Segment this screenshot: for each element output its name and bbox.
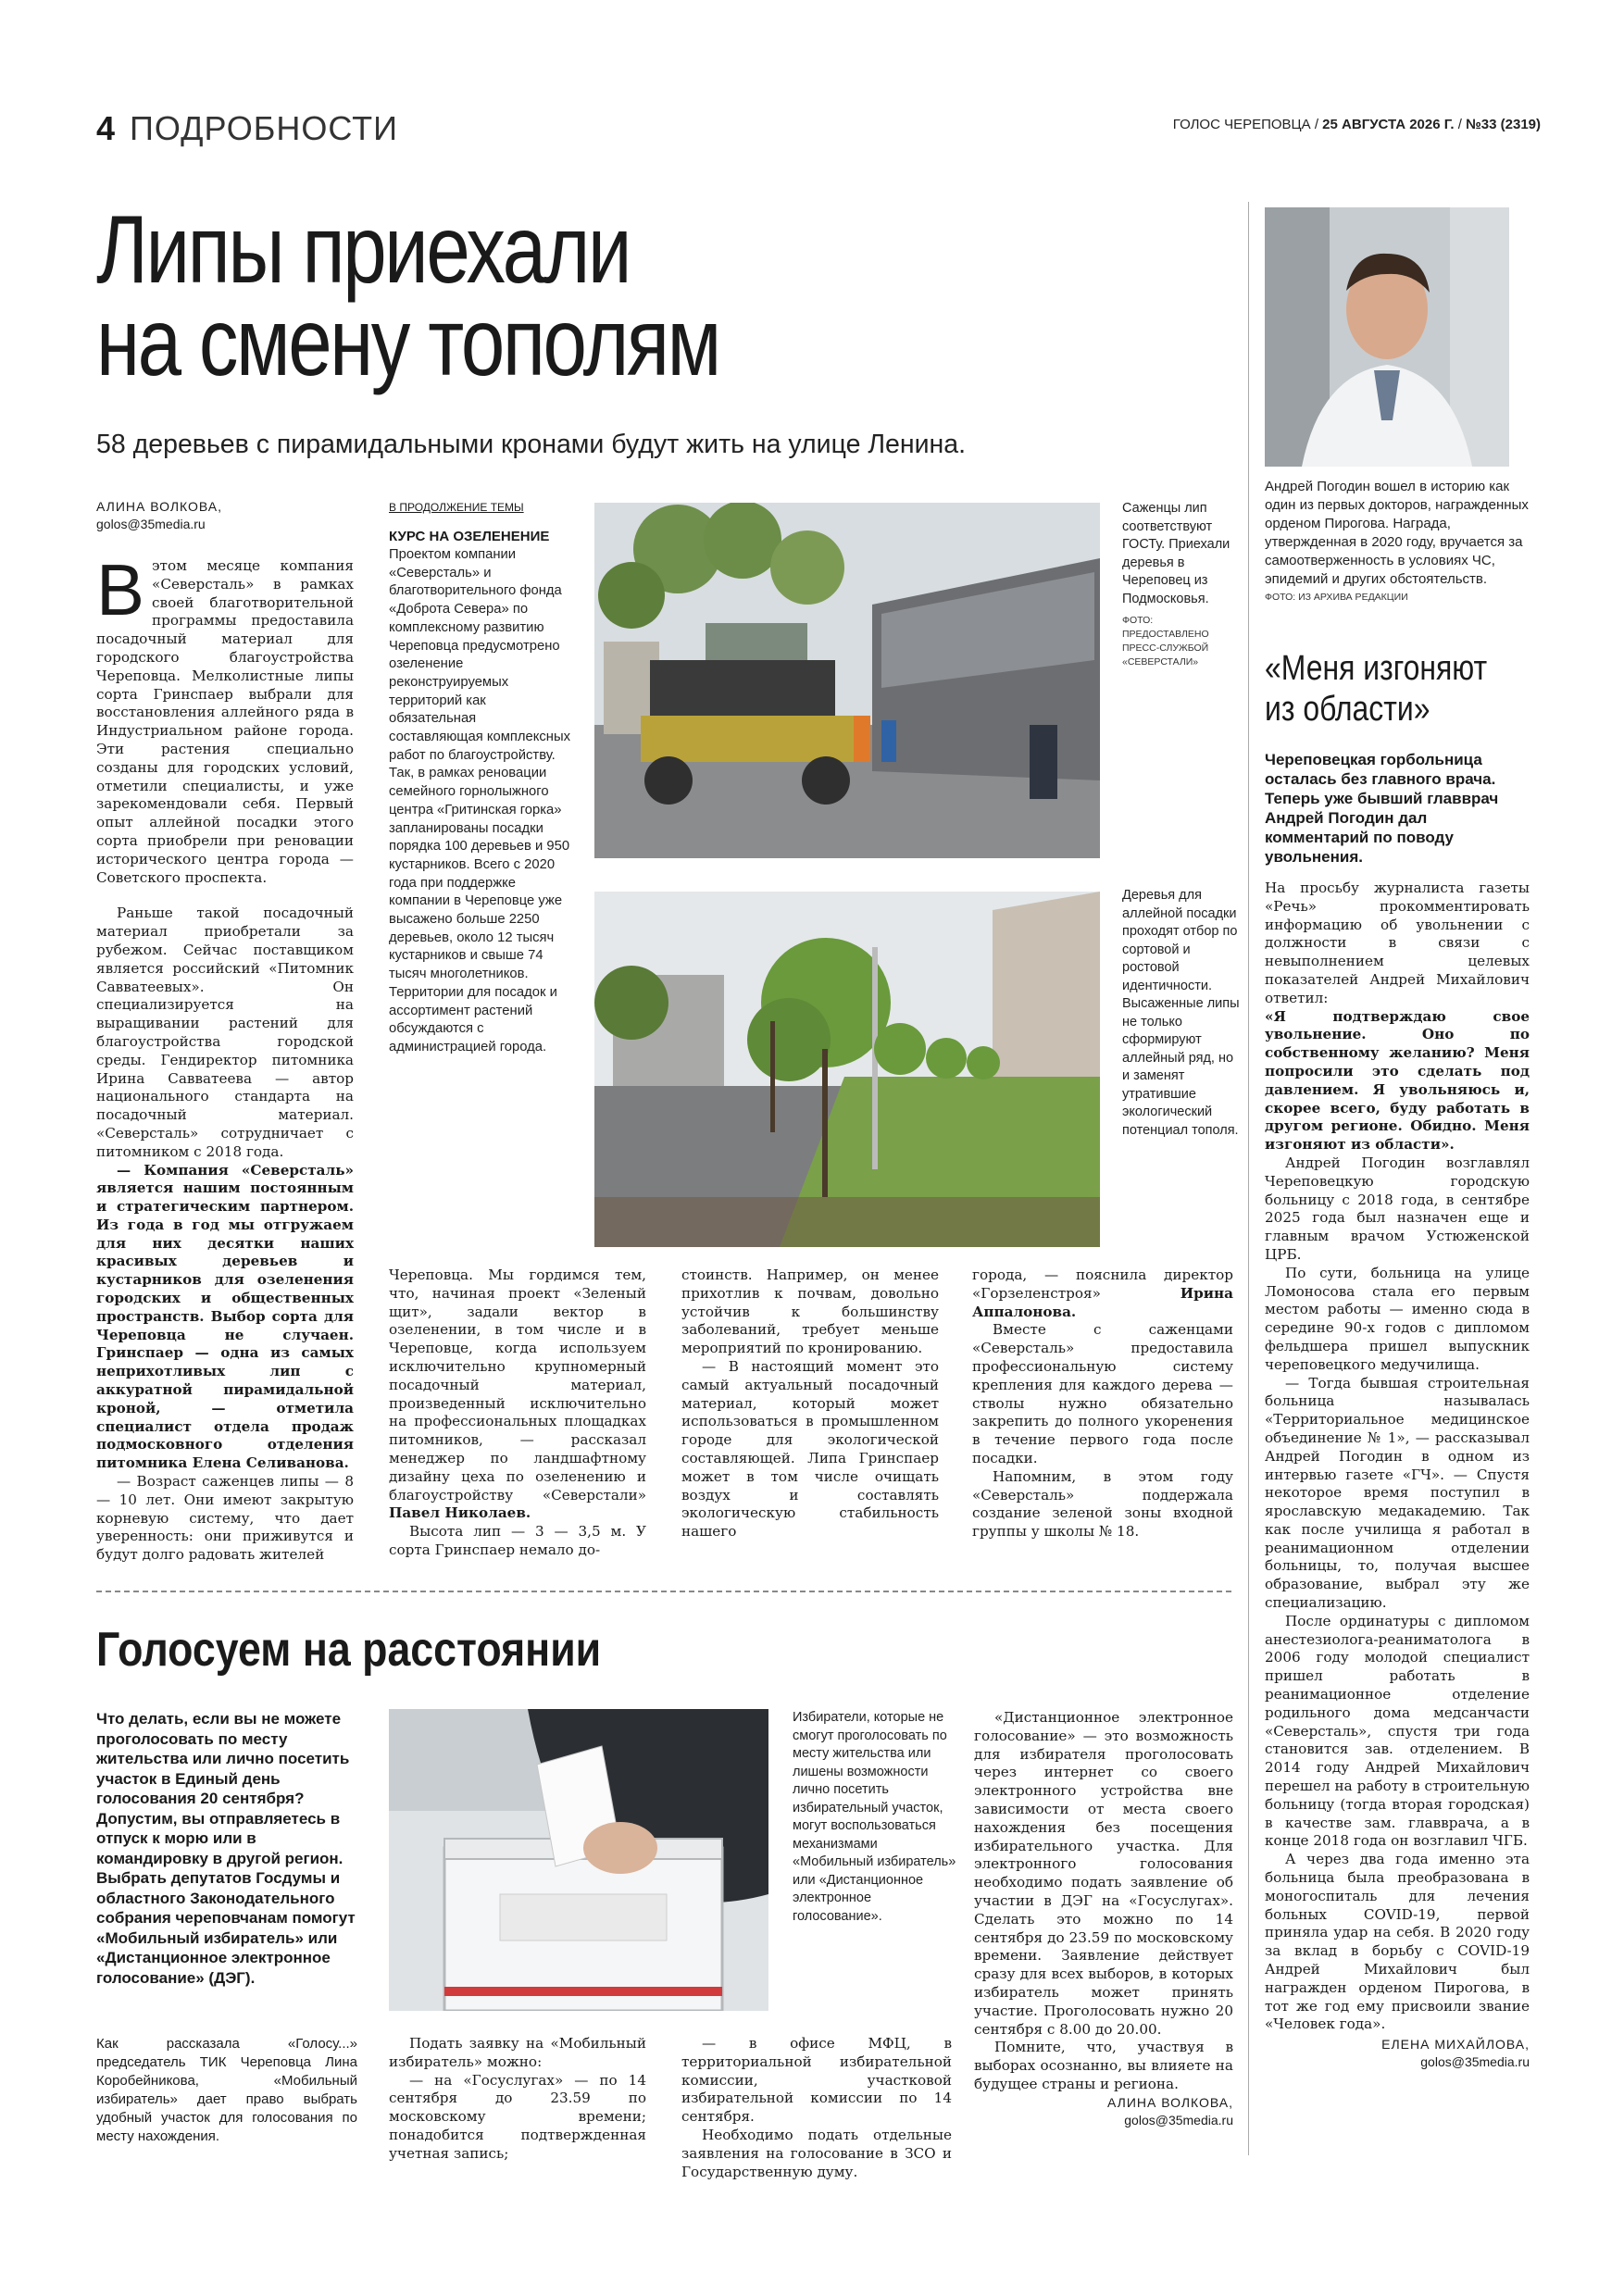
article1-subtitle: 58 деревьев с пирамидальными кронами будут жить на улице Ленина. <box>96 430 967 459</box>
photo-doctor-portrait <box>1265 207 1509 467</box>
article3-column2: Подать заявку на «Мобильный избиратель» можно: — на «Госуслугах» — по 14 сентября до 23.59 по московскому времени; понадобится подтвержденная учетная запись; <box>389 2035 646 2162</box>
author-email: golos@35media.ru <box>96 517 206 531</box>
quoted-person: Павел Николаев. <box>389 1504 531 1522</box>
article1-title: Липы приехали на смену тополям <box>96 196 719 396</box>
photo1-caption: Саженцы лип соответствуют ГОСТу. Приехали деревья в Череповец из Подмосковья. <box>1122 501 1230 606</box>
sidebar-title: КУРС НА ОЗЕЛЕНЕНИЕ <box>389 529 550 544</box>
ballot-photo-caption: Избиратели, которые не смогут проголосовать по месту жительства или лишены возможности лично посетить избирательный участок, могут воспользоваться механизмами «Мобильный избиратель» или «Дистанционное электронное голосование». <box>793 1710 956 1924</box>
article1-column1: В этом месяце компания «Северсталь» в рамках своей благотворительной программы предоставила посадочный материал для городского благоустройства Череповца. Мелколистные липы сорта Гринспаер выбрали для восстановления аллейного ряда в Индустриальном районе города. Эти растения специально созданы для городских условий, отметили специалисты, и уже зарекомендовали себя. Первый опыт аллейной посадки этого сорта приобрели при реновации исторического центра города — Советского проспекта. Раньше такой посадочный материал приобретали за рубежом. Сейчас поставщиком является российский «Питомник Савватеевых». Он специализируется на выращивании растений для благоустройства городской среды. Гендиректор питомника Ирина Савватеева — автор национального стандарта на посадочный материал. «Северсталь» сотрудничает с питомником с 2018 года. — Компания «Северсталь» является нашим постоянным и стратегическим партнером. Из года в год мы отгружаем для них десятки наших красивых деревьев и кустарников для озеленения городских и общественных пространств. Выбор сорта для Череповца не случаен. Гринспаер — одна из самых неприхотливых лип с аккуратной пирамидальной кроной, — отметила специалист отдела продаж подмосковного отделения питомника Елена Селиванова. — Возраст саженцев липы — 8 — 10 лет. Они имеют закрытую корневую систему, что дает уверенность: они приживутся и будут долго радовать жителей <box>96 549 354 1564</box>
author-email: golos@35media.ru <box>1420 2054 1530 2070</box>
photo-ballot-box <box>389 1709 768 2011</box>
author-email: golos@35media.ru <box>1124 2112 1233 2128</box>
article2-byline <box>1265 2036 1530 2071</box>
photo-loader-trucks <box>594 503 1100 858</box>
doctor-photo-credit: ФОТО: ИЗ АРХИВА РЕДАКЦИИ <box>1265 592 1408 603</box>
section-separator <box>96 1591 1231 1592</box>
article1-byline <box>96 498 309 533</box>
issue-number: №33 (2319) <box>1466 117 1541 132</box>
page-header <box>96 109 1541 156</box>
article2-body: На просьбу журналиста газеты «Речь» прокомментировать информацию об увольнении с должности в связи с невыполнением целевых показателей Андрей Михайлович ответил: «Я подтверждаю свое увольнение. Оно по собственному желанию? Меня попросили это сделать под давлением. Я увольняюсь и, скорее всего, буду работать в другом регионе. Обидно. Меня изгоняют из области». Андрей Погодин возглавлял Череповецкую городскую больницу с 2018 года, в сентябре 2025 года был назначен еще и главным врачом Устюженской ЦРБ. По сути, больница на улице Ломоносова стала его первым местом работы — именно сюда в середине 90-х годов с дипломом фельдшера пришел выпускник череповецкого медучилища. — Тогда бывшая строительная больница называлась «Территориальное медицинское объединение № 1», — рассказывал Андрей Погодин в одном из интервью газете «ГЧ». — Спустя некоторое время поступил в ярославскую медакадемию. Так как после училища я работал в реанимационном отделении больницы, то, получая высшее образование, выбрал эту же специализацию. После ординатуры с дипломом анестезиолога-реаниматолога в 2006 году молодой специалист пришел работать в реанимационное отделение родильного дома медсанчасти «Северсталь», спустя три года становится зав. отделением. В 2014 году Андрей Михайлович перешел на работу в строительную больницу (тогда вторая городская) в качестве зам. главврача, а в конце 2018 года он возглавил ЧГБ. А через два года именно эта больница была преобразована в моногоспиталь для лечения больных COVID-19, первой приняла удар на себя. В 2020 году за вклад в борьбу с COVID-19 Андрей Михайлович был награжден орденом Пирогова, в тот же год ему присвоили звание «Человек года». ЕЛЕНА МИХАЙЛОВА, golos@35media.ru <box>1265 880 1530 2070</box>
issue-date: 25 АВГУСТА 2026 Г. <box>1322 117 1455 132</box>
photo1-caption-block <box>1122 500 1241 669</box>
author-name: АЛИНА ВОЛКОВА, <box>1106 2094 1233 2110</box>
article3-column1: Как рассказала «Голосу...» председатель ТИК Череповца Лина Коробейникова, «Мобильный избиратель» дает право выбрать удобный участок для голосования по месту нахождения. <box>96 2036 357 2144</box>
article2-lead: Череповецкая горбольница осталась без главного врача. Теперь уже бывший главврач Андрей Погодин дал комментарий по поводу увольнения. <box>1265 751 1499 866</box>
sidebar-kicker: В ПРОДОЛЖЕНИЕ ТЕМЫ <box>389 501 524 514</box>
photo2-caption-block <box>1122 887 1241 1140</box>
photo1-credit: ФОТО: ПРЕДОСТАВЛЕНО ПРЕСС-СЛУЖБОЙ «СЕВЕРСТАЛИ» <box>1122 615 1209 668</box>
article1-column2: Череповца. Мы гордимся тем, что, начиная проект «Зеленый щит», задали вектор в озеленении, в том числе и в Череповце, когда используем исключительно крупномерный посадочный материал, произведенный исключительно на профессиональных площадках питомников, — рассказал менеджер по ландшафтному дизайну цеха по озеленению и благоустройству «Северстали» Павел Николаев. Высота лип — 3 — 3,5 м. У сорта Гринспаер немало до- <box>389 1267 646 1558</box>
article1-sidebar <box>389 500 572 1057</box>
article3-column3: — в офисе МФЦ, в территориальной избирательной комиссии, участковой избирательной комиссии по 14 сентября. Необходимо подать отдельные заявления на голосование в ЗСО и Государственную думу. <box>681 2035 952 2180</box>
article3-title: Голосуем на расстоянии <box>96 1623 602 1677</box>
doctor-quote: «Я подтверждаю свое увольнение. Оно по собственному желанию? Меня попросили это сделать под давлением. Я увольняюсь и, скорее всего, буду работать в другом регионе. Обидно. Меня изгоняют из области». <box>1265 1007 1530 1154</box>
quoted-person: Ирина Аппалонова. <box>972 1284 1233 1320</box>
ballot-caption-block <box>793 1709 957 1926</box>
author-name: АЛИНА ВОЛКОВА, <box>96 499 223 514</box>
drop-cap: В <box>96 549 145 630</box>
article3-lead: Что делать, если вы не можете проголосовать по месту жительства или лично посетить участок в Единый день голосования 20 сентября? Допустим, вы отправляетесь в отпуск к морю или в командировку в другой регион. Выбрать депутатов Госдумы и областного Законодательного собрания череповчанам помогут «Мобильный избиратель» или «Дистанционное электронное голосование» (ДЭГ). <box>96 1710 356 1987</box>
doctor-caption-block <box>1265 478 1533 605</box>
article2-title: «Меня изгоняют из области» <box>1265 649 1488 729</box>
author-name: ЕЛЕНА МИХАЙЛОВА, <box>1381 2037 1530 2053</box>
article1-column3: стоинств. Например, он менее прихотлив к почвам, довольно устойчив к большинству заболеваний, требует меньше мероприятий по кронированию. — В настоящий момент это самый актуальный посадочный материал, который может использоваться в промышленном городе для экологической составляющей. Липа Гринспаер может в том числе очищать воздух и составлять экологическую стабильность нашего <box>681 1267 939 1541</box>
article1-column4: города, — пояснила директор «Горзеленстроя» Ирина Аппалонова. Вместе с саженцами «Северсталь» предоставила профессиональную систему крепления для каждого дерева — стволы нужно обязательно закрепить до полного укоренения в течение первого года после посадки. Напомним, в этом году «Северсталь» поддержала создание зеленой зоны входной группы у школы № 18. <box>972 1267 1233 1541</box>
section-name: ПОДРОБНОСТИ <box>130 109 398 147</box>
masthead-line: ГОЛОС ЧЕРЕПОВЦА / 25 АВГУСТА 2026 Г. / №33 (2319) <box>1172 117 1541 132</box>
column-divider <box>1248 202 1249 2155</box>
masthead: ГОЛОС ЧЕРЕПОВЦА <box>1172 117 1311 132</box>
page-number: 4 <box>96 109 116 147</box>
quoted-person: Елена Селиванова. <box>192 1454 349 1472</box>
photo2-caption: Деревья для аллейной посадки проходят отбор по сортовой и ростовой идентичности. Высаженные липы не только сформируют аллейный ряд, но и заменят утратившие экологический потенциал тополя. <box>1122 888 1240 1138</box>
sidebar-text: Проектом компании «Северсталь» и благотворительного фонда «Доброта Севера» по комплексному развитию Череповца предусмотрено озеленение реконструируемых территорий как обязательная составляющая комплексных работ по благоустройству. Так, в рамках реновации семейного горнолыжного центра «Гритинская горка» запланированы посадки порядка 100 деревьев и 950 кустарников. Всего с 2020 года при поддержке компании в Череповце уже высажено больше 2250 деревьев, около 12 тысяч кустарников и свыше 74 тысяч многолетников. Территории для посадок и ассортимент растений обсуждаются с администрацией города. <box>389 547 570 1054</box>
photo-street-lindens <box>594 892 1100 1247</box>
doctor-photo-caption: Андрей Погодин вошел в историю как один из первых докторов, награжденных орденом Пирогова. Награда, утвержденная в 2020 году, вручается за самоотверженность в условиях ЧС, эпидемий и других обстоятельств. <box>1265 479 1529 587</box>
article3-byline <box>974 2094 1233 2129</box>
article3-column4: «Дистанционное электронное голосование» — это возможность для избирателя проголосовать через интернет со своего электронного устройства вне зависимости от места своего нахождения без посещения избирательного участка. Для электронного голосования необходимо подать заявление об участии в ДЭГ на «Госуслугах». Сделать это можно по 14 сентября до 23.59 по московскому времени. Заявление действует сразу для всех выборов, в которых избиратель может принять участие. Проголосовать нужно 20 сентября с 8.00 до 20.00. Помните, что, участвуя в выборах осознанно, вы влияете на будущее страны и региона. АЛИНА ВОЛКОВА, golos@35media.ru <box>974 1709 1233 2128</box>
